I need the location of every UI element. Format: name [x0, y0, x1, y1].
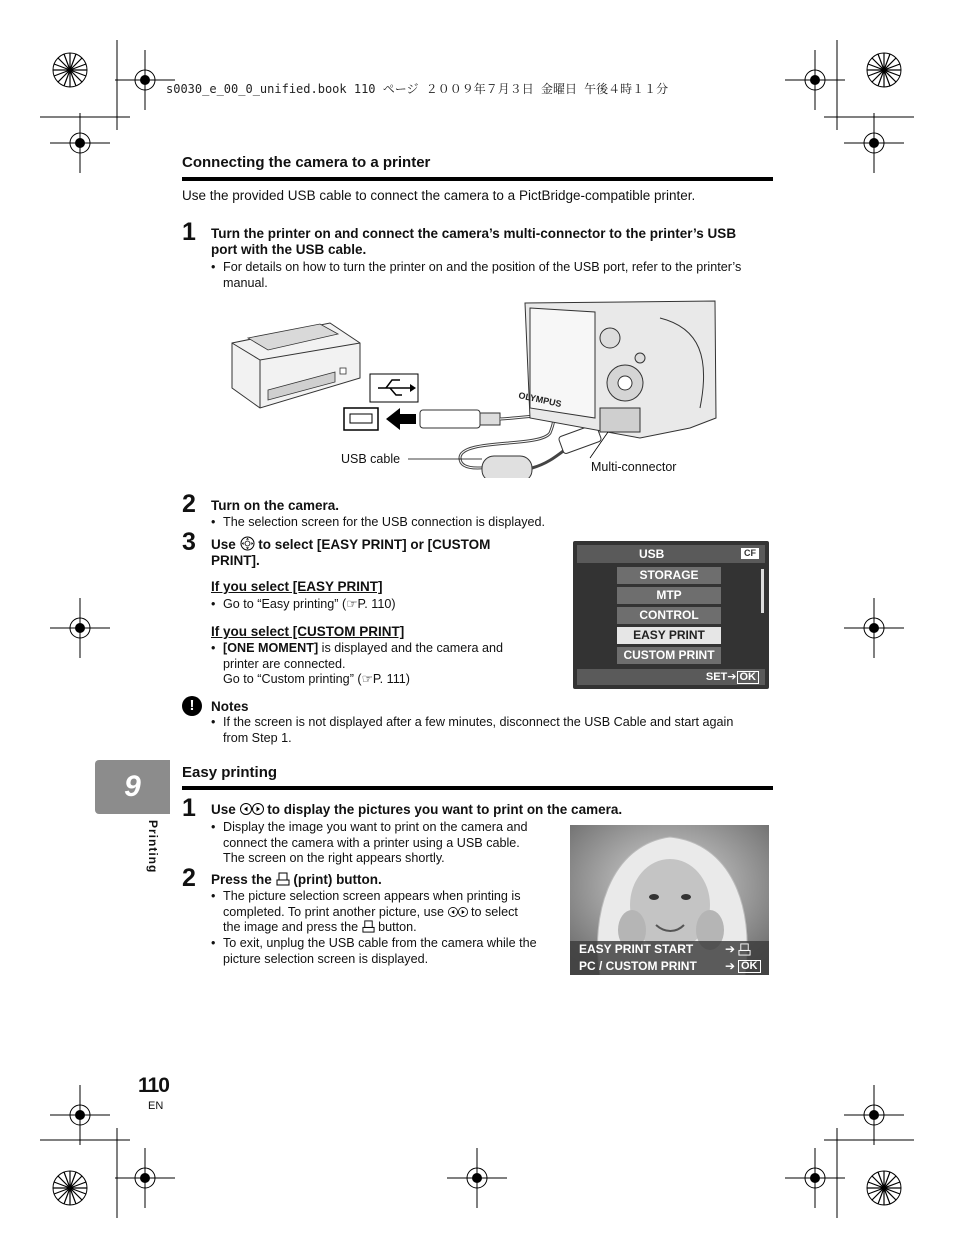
section-rule [182, 786, 773, 790]
ok-button-icon: OK [738, 960, 761, 973]
easy-step2-text: Press the (print) button. [211, 872, 382, 887]
chapter-tab: 9 [95, 760, 170, 814]
print-button-icon [738, 943, 751, 956]
usb-option-easy-print: EASY PRINT [617, 627, 721, 644]
svg-text:OLYMPUS: OLYMPUS [517, 390, 563, 410]
easy-step1-text: Use to display the pictures you want to print on the camera. [211, 802, 623, 817]
notes-title: Notes [211, 699, 249, 714]
menu-scrollbar [761, 569, 764, 613]
page-number: 110 [138, 1074, 169, 1097]
page-language: EN [148, 1100, 164, 1112]
left-right-buttons-icon [448, 906, 468, 918]
section-title-easy-printing: Easy printing [182, 764, 278, 781]
arrow-pad-icon [240, 536, 255, 551]
step2-bullet: • The selection screen for the USB connection is displayed. [211, 515, 546, 529]
multi-connector-label: Multi-connector [591, 460, 677, 474]
arrow-icon: ➔ [725, 942, 736, 956]
chapter-label: Printing [146, 820, 160, 874]
step-number: 2 [182, 864, 196, 892]
step-number: 2 [182, 490, 196, 518]
page-reference-icon: ☞ [361, 672, 373, 686]
usb-option-storage: STORAGE [617, 567, 721, 584]
arrow-icon: ➔ [727, 671, 737, 683]
step-number: 1 [182, 794, 196, 822]
section-rule [182, 177, 773, 181]
page-reference-icon: ☞ [346, 597, 358, 611]
usb-selection-screen [573, 541, 769, 689]
step-number: 3 [182, 528, 196, 556]
step1-text: Turn the printer on and connect the camera’s multi-connector to the printer’s USB port with the USB cable. [211, 226, 737, 257]
print-button-icon [276, 872, 290, 886]
file-info-header: s0030_e_00_0_unified.book 110 ページ ２００９年７月３日 金曜日 午後４時１１分 [166, 82, 669, 96]
step3-text: Use to select [EASY PRINT] or [CUSTOM PRINT]. [211, 537, 491, 568]
arrow-icon: ➔ [725, 959, 736, 973]
custom-print-heading: If you select [CUSTOM PRINT] [211, 624, 405, 639]
step2-text: Turn on the camera. [211, 498, 340, 513]
easy-step1-bullet: • Display the image you want to print on the camera and connect the camera with a printer using a USB cable. The screen on the right appears shortly. [211, 820, 528, 865]
ferrite-core [482, 456, 532, 478]
step1-bullet: • For details on how to turn the printer on and the position of the USB port, refer to the printer’s manual. [211, 260, 742, 290]
cf-card-icon: CF [741, 548, 759, 559]
left-right-buttons-icon [240, 802, 264, 816]
picture-selection-screen [570, 825, 769, 975]
easy-print-heading: If you select [EASY PRINT] [211, 579, 383, 594]
easy-print-start-row: EASY PRINT START ➔ [570, 941, 769, 958]
pc-custom-print-row: PC / CUSTOM PRINT ➔ OK [570, 958, 769, 975]
print-button-icon [362, 920, 375, 933]
usb-menu-footer: SET➔ OK [577, 669, 765, 685]
usb-option-control: CONTROL [617, 607, 721, 624]
step-number: 1 [182, 218, 196, 246]
ok-button-icon: OK [737, 671, 760, 684]
easy-print-bullet: • Go to “Easy printing” (☞P. 110) [211, 597, 396, 611]
usb-option-custom-print: CUSTOM PRINT [617, 647, 721, 664]
section-title-connecting: Connecting the camera to a printer [182, 154, 431, 171]
usb-cable-label: USB cable [341, 452, 401, 466]
caution-icon: ! [182, 696, 202, 716]
custom-print-bullet: • [ONE MOMENT] is displayed and the camera and printer are connected. Go to “Custom printing” (☞P. 111) [211, 641, 503, 686]
intro-text: Use the provided USB cable to connect the camera to a PictBridge-compatible printer. [182, 188, 696, 203]
easy-step2-bullet: • The picture selection screen appears when printing is completed. To print another picture, use to select the image and press the button. [211, 889, 521, 934]
usb-option-mtp: MTP [617, 587, 721, 604]
camera-illustration [518, 301, 716, 438]
notes-bullet: • If the screen is not displayed after a few minutes, disconnect the USB Cable and start again from Step 1. [211, 715, 734, 745]
easy-step2-bullet-exit: • To exit, unplug the USB cable from the camera while the picture selection screen is displayed. [211, 936, 537, 966]
usb-menu-header: USB CF [577, 545, 765, 563]
connection-illustration [220, 298, 720, 478]
printer-illustration [232, 323, 360, 408]
arrow-icon [386, 408, 416, 430]
